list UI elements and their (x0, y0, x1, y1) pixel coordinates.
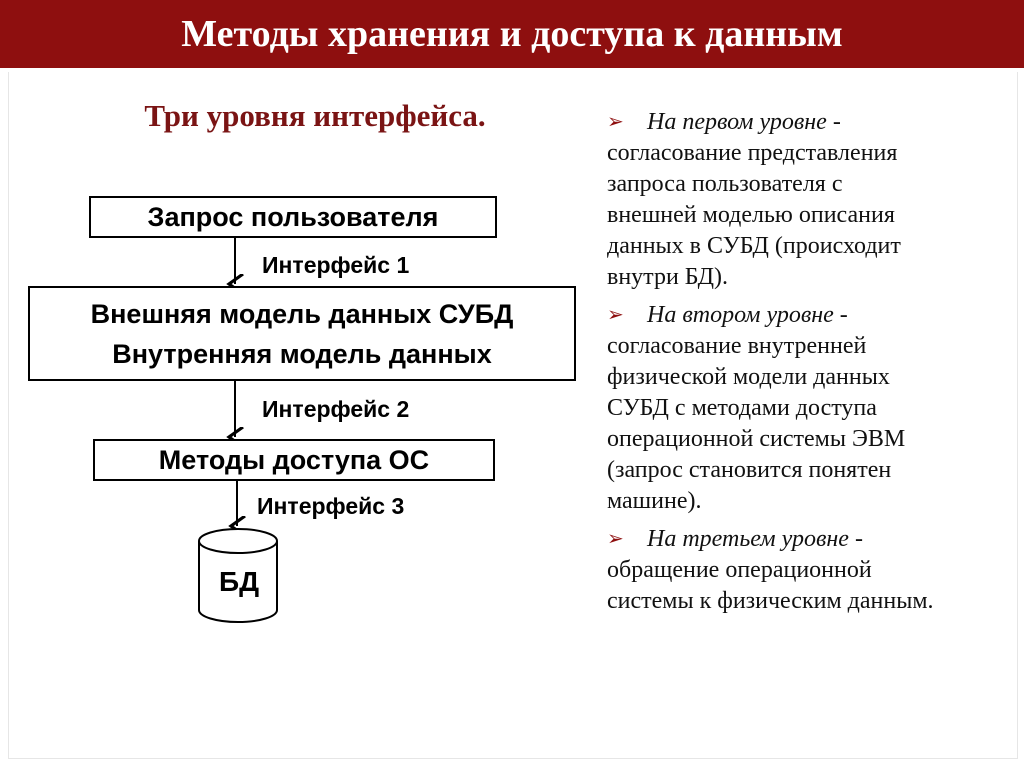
bullet-line: согласование внутренней (607, 333, 867, 359)
bullet-lead: На втором уровне (647, 302, 834, 328)
os-access-methods-label: Методы доступа ОС (158, 445, 430, 475)
bullet-line: запроса пользователя с (607, 171, 843, 197)
interface-3-label: Интерфейс 3 (257, 493, 405, 519)
bullet-list (607, 107, 1017, 624)
bullet-line: согласование представления (607, 140, 898, 166)
interface-2-label: Интерфейс 2 (262, 396, 410, 422)
bullet-lead: На первом уровне (647, 109, 827, 135)
arrow-bullet-icon: ➢ (607, 111, 624, 133)
slide-title: Методы хранения и доступа к данным (181, 13, 843, 55)
user-request-label: Запрос пользователя (147, 202, 439, 232)
bullet-line: машине). (607, 488, 702, 514)
data-models-box (28, 286, 576, 381)
bullet-line: данных в СУБД (происходит (607, 233, 901, 259)
internal-model-label: Внутренняя модель данных (112, 339, 492, 369)
bullet-dash: - (826, 109, 841, 135)
bullet-line: обращение операционной (607, 557, 872, 583)
external-model-label: Внешняя модель данных СУБД (90, 299, 514, 329)
bullet-dash: - (833, 302, 848, 328)
bullet-line: (запрос становится понятен (607, 457, 892, 483)
bullet-line: операционной системы ЭВМ (607, 426, 906, 452)
bullet-item-level-2 (607, 300, 1017, 517)
bullet-item-level-1 (607, 107, 1017, 293)
bullet-item-level-3 (607, 524, 1017, 617)
interface-1-label: Интерфейс 1 (262, 252, 410, 278)
bullet-line: системы к физическим данным. (607, 588, 934, 614)
bullet-line: СУБД с методами доступа (607, 395, 877, 421)
bullet-line: внутри БД). (607, 264, 729, 290)
bullet-lead: На третьем уровне (647, 526, 849, 552)
arrow-bullet-icon: ➢ (607, 304, 624, 326)
database-label: БД (218, 566, 260, 597)
arrow-bullet-icon: ➢ (607, 528, 624, 550)
slide-subtitle: Три уровня интерфейса. (144, 98, 486, 133)
bullet-line: физической модели данных (607, 364, 890, 390)
bullet-dash: - (848, 526, 863, 552)
user-request-box (89, 196, 497, 238)
bullet-line: внешней моделью описания (607, 202, 895, 228)
os-access-methods-box (93, 439, 495, 481)
